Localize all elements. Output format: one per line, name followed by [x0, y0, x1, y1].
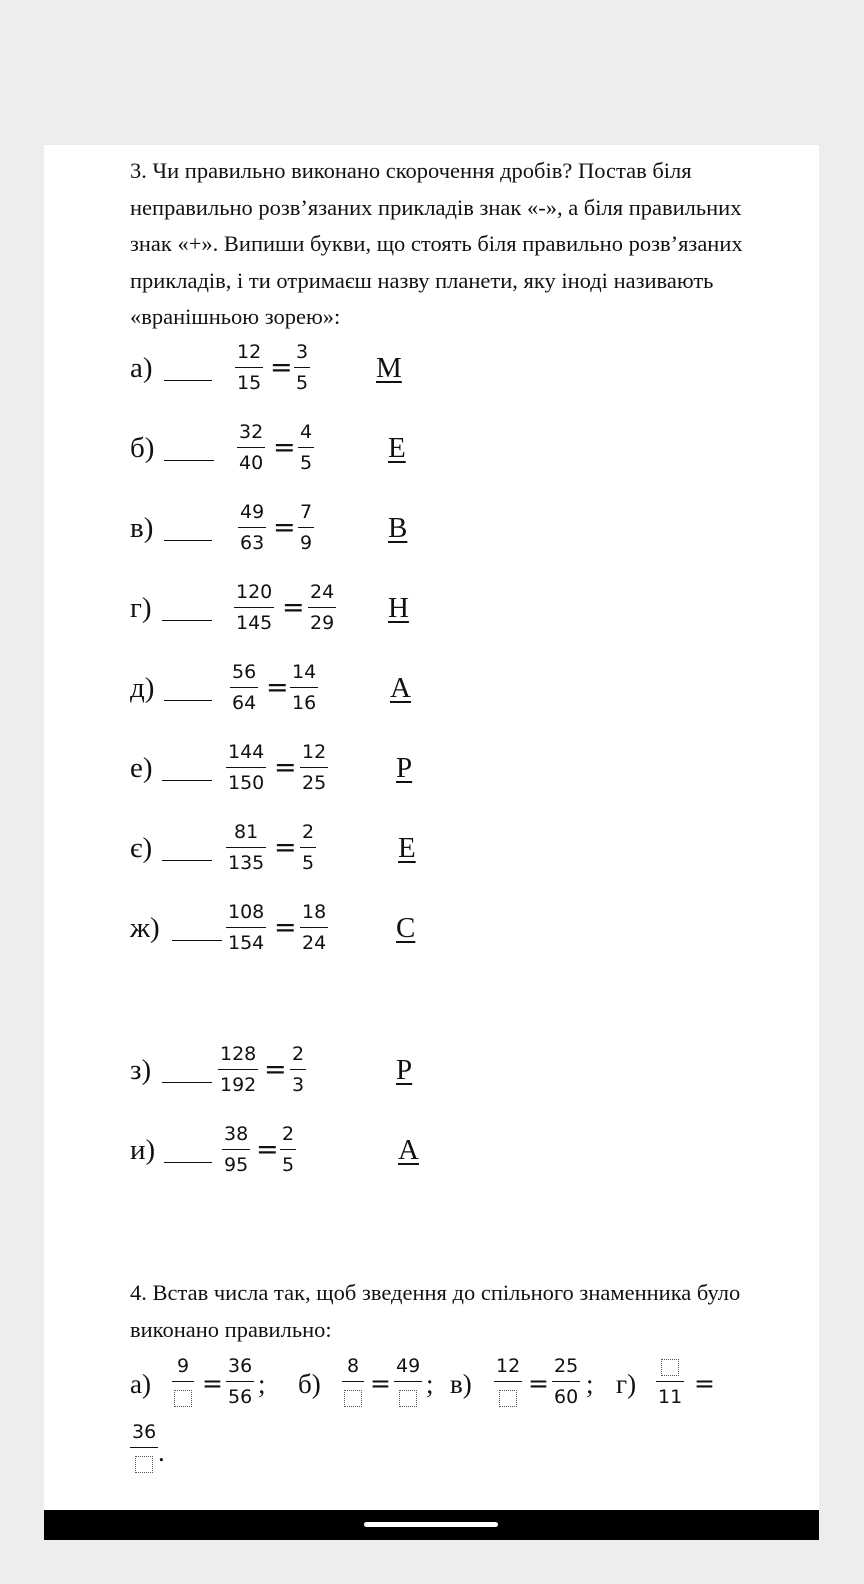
equals-sign: = — [694, 1369, 715, 1398]
answer-blank[interactable] — [164, 1162, 212, 1163]
fraction-left: $\frac{128}{192}$ — [220, 1043, 257, 1096]
equals-sign: = — [266, 672, 289, 703]
item-label: б) — [130, 432, 155, 464]
empty-box[interactable] — [494, 1381, 522, 1408]
fraction-left: 11 — [656, 1355, 684, 1408]
answer-blank[interactable] — [162, 860, 212, 861]
item-letter: А — [398, 1134, 419, 1166]
item-letter: С — [396, 912, 416, 944]
fraction-right: $\frac{2}{5}$ — [282, 1123, 295, 1176]
fraction-left: 12 — [494, 1355, 522, 1408]
task-4-line — [130, 1355, 750, 1415]
fraction-right: $\frac{2}{3}$ — [292, 1043, 305, 1096]
fraction-right: $\frac{4}{5}$ — [300, 421, 313, 474]
period: . — [158, 1437, 165, 1467]
equals-sign: = — [273, 432, 296, 463]
fraction-right: $\frac{2}{5}$ — [302, 821, 315, 874]
item-label: в) — [130, 512, 154, 544]
item-label: а) — [130, 352, 153, 384]
empty-box[interactable] — [394, 1381, 422, 1408]
fraction-right: $\frac{3}{5}$ — [296, 341, 309, 394]
item-label: в) — [450, 1369, 472, 1399]
fraction-left: $\frac{120}{145}$ — [236, 581, 273, 634]
fraction-left: $\frac{12}{15}$ — [237, 341, 262, 394]
fraction-left: $\frac{56}{64}$ — [232, 661, 257, 714]
item-label: б) — [298, 1369, 321, 1399]
fraction-right: $\frac{24}{29}$ — [310, 581, 335, 634]
answer-blank[interactable] — [164, 700, 212, 701]
item-letter: Р — [396, 1054, 413, 1086]
fraction-right: $\frac{7}{9}$ — [300, 501, 313, 554]
equals-sign: = — [274, 832, 297, 863]
empty-box[interactable] — [342, 1381, 364, 1408]
fraction-right: $\frac{36}{56}$ — [228, 1355, 253, 1408]
fraction-left: $\frac{49}{63}$ — [240, 501, 265, 554]
task-3-instructions: 3. Чи правильно виконано скорочення дробів? Постав біля неправильно розв’язаних прикладів знак «-», а біля правильних знак «+». Випиши букви, що стоять біля правильно розв’язаних прикладів, і ти отримаєш назву планети, яку іноді називають «вранішньою зорею»: — [130, 158, 743, 329]
answer-blank[interactable] — [172, 940, 222, 941]
equals-sign: = — [282, 592, 305, 623]
item-label: е) — [130, 752, 153, 784]
item-label: з) — [130, 1054, 152, 1086]
equals-sign: = — [273, 512, 296, 543]
task-4-instructions: 4. Встав числа так, щоб зведення до спільного знаменника було виконано правильно: — [130, 1280, 741, 1342]
fraction-right: 36 — [130, 1421, 158, 1474]
equals-sign: = — [528, 1369, 549, 1398]
fraction-left: $\frac{81}{135}$ — [228, 821, 265, 874]
worksheet-page — [44, 145, 819, 1510]
answer-blank[interactable] — [162, 1082, 212, 1083]
item-letter: Н — [388, 592, 409, 624]
item-letter: Р — [396, 752, 413, 784]
item-letter: Е — [388, 432, 406, 464]
separator: ; — [258, 1369, 266, 1399]
fraction-right: $\frac{25}{60}$ — [554, 1355, 579, 1408]
fraction-right: 49 — [394, 1355, 422, 1408]
equals-sign: = — [256, 1134, 279, 1165]
system-navigation-bar — [44, 1510, 819, 1540]
home-indicator[interactable] — [364, 1522, 498, 1527]
equals-sign: = — [264, 1054, 287, 1085]
item-letter: А — [390, 672, 411, 704]
item-label: д) — [130, 672, 155, 704]
fraction-left: $\frac{144}{150}$ — [228, 741, 265, 794]
equals-sign: = — [270, 352, 293, 383]
answer-blank[interactable] — [164, 460, 214, 461]
item-label: г) — [130, 592, 152, 624]
item-letter: В — [388, 512, 408, 544]
equals-sign: = — [202, 1369, 223, 1398]
item-label: а) — [130, 1369, 151, 1399]
empty-box[interactable] — [659, 1355, 681, 1381]
empty-box[interactable] — [172, 1381, 194, 1408]
item-label: г) — [616, 1369, 637, 1399]
empty-box[interactable] — [130, 1447, 158, 1474]
equals-sign: = — [274, 752, 297, 783]
fraction-right: $\frac{18}{24}$ — [302, 901, 327, 954]
fraction-left: 9 — [172, 1355, 194, 1408]
fraction-left: $\frac{32}{40}$ — [239, 421, 264, 474]
item-label: и) — [130, 1134, 156, 1166]
separator: ; — [426, 1369, 434, 1399]
fraction-left: $\frac{38}{95}$ — [224, 1123, 249, 1176]
item-label: є) — [130, 832, 153, 864]
separator: ; — [586, 1369, 594, 1399]
answer-blank[interactable] — [164, 380, 212, 381]
item-letter: Е — [398, 832, 416, 864]
answer-blank[interactable] — [162, 620, 212, 621]
task-4-line-2 — [130, 1421, 210, 1481]
fraction-left: 8 — [342, 1355, 364, 1408]
item-letter: М — [376, 352, 402, 384]
fraction-left: $\frac{108}{154}$ — [228, 901, 265, 954]
answer-blank[interactable] — [162, 780, 212, 781]
fraction-right: $\frac{14}{16}$ — [292, 661, 317, 714]
item-label: ж) — [130, 912, 160, 944]
equals-sign: = — [370, 1369, 391, 1398]
answer-blank[interactable] — [164, 540, 212, 541]
fraction-right: $\frac{12}{25}$ — [302, 741, 327, 794]
equals-sign: = — [274, 912, 297, 943]
